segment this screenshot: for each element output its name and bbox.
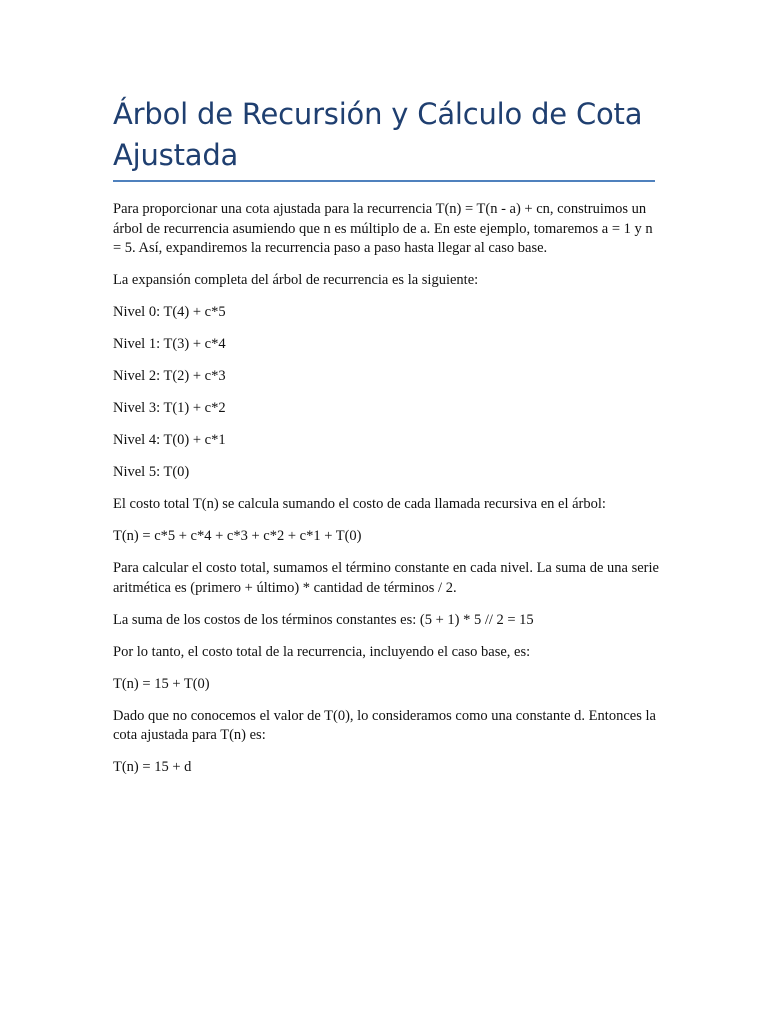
- total-with-base-formula: T(n) = 15 + T(0): [113, 675, 210, 692]
- constant-d-paragraph: Dado que no conocemos el valor de T(0), lo consideramos como una constante d. Entonces la cota ajustada para T(n) es:: [113, 707, 656, 743]
- level-4-line: Nivel 4: T(0) + c*1: [113, 432, 226, 448]
- title-underline: [113, 180, 655, 182]
- level-3-line: Nivel 3: T(1) + c*2: [113, 400, 226, 416]
- level-2-line: Nivel 2: T(2) + c*3: [113, 368, 226, 384]
- total-cost-intro: El costo total T(n) se calcula sumando el costo de cada llamada recursiva en el árbol:: [113, 496, 606, 512]
- expansion-intro: La expansión completa del árbol de recurrencia es la siguiente:: [113, 272, 479, 288]
- final-bound-formula: T(n) = 15 + d: [113, 759, 192, 775]
- total-cost-formula: T(n) = c*5 + c*4 + c*3 + c*2 + c*1 + T(0): [113, 528, 362, 544]
- arithmetic-series-paragraph: Para calcular el costo total, sumamos el término constante en cada nivel. La suma de una serie aritmética es (primero + último) * cantidad de términos / 2.: [113, 560, 659, 596]
- intro-paragraph: Para proporcionar una cota ajustada para la recurrencia T(n) = T(n - a) + cn, construimos un árbol de recurrencia asumiendo que n es múltiplo de a. En este ejemplo, tomaremos a = 1 y n = 5. Así, expandiremos la recurrencia paso a paso hasta llegar al caso base.: [113, 201, 653, 256]
- level-1-line: Nivel 1: T(3) + c*4: [113, 336, 226, 352]
- conclusion-intro: Por lo tanto, el costo total de la recurrencia, incluyendo el caso base, es:: [113, 643, 531, 660]
- document-body: [113, 200, 663, 790]
- level-0-line: Nivel 0: T(4) + c*5: [113, 304, 226, 320]
- page-title: Árbol de Recursión y Cálculo de Cota Ajustada: [113, 97, 643, 172]
- constant-terms-sum: La suma de los costos de los términos constantes es: (5 + 1) * 5 // 2 = 15: [113, 611, 534, 628]
- level-5-line: Nivel 5: T(0): [113, 464, 190, 480]
